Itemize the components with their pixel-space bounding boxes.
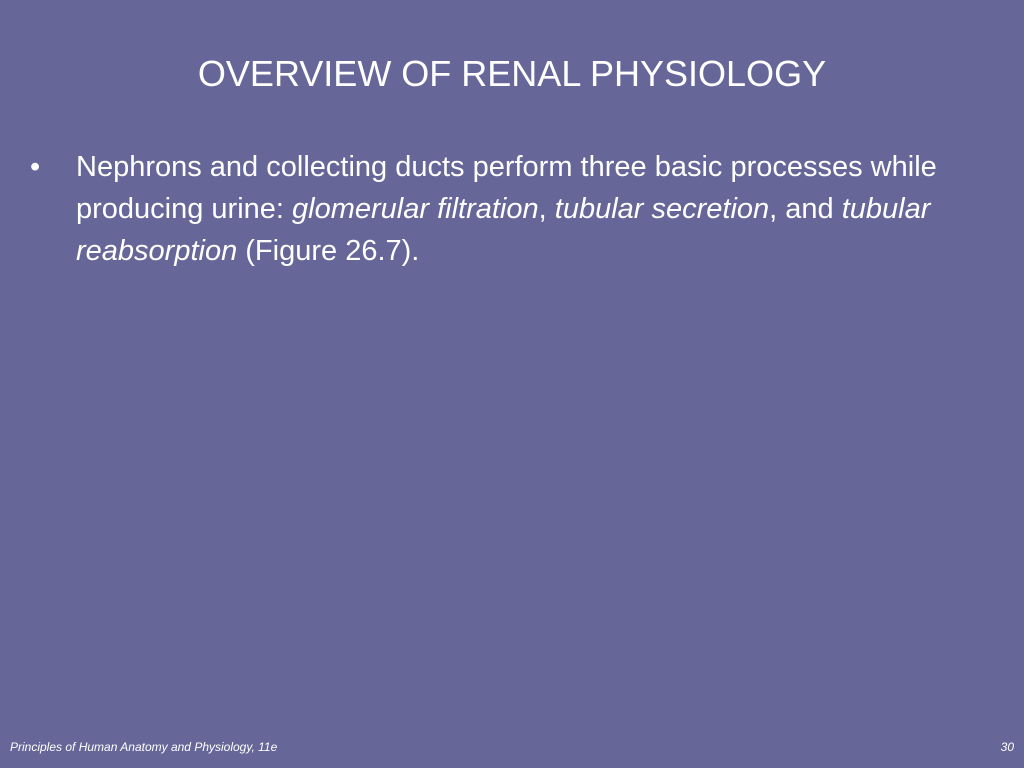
- bullet-text-part-1: Nephrons and collecting ducts perform three basic processes while producing urine:: [76, 151, 937, 225]
- bullet-list: [30, 146, 950, 272]
- footer-book-title: Principles of Human Anatomy and Physiology, 11e: [10, 740, 278, 754]
- slide-title: OVERVIEW OF RENAL PHYSIOLOGY: [197, 53, 827, 94]
- term-tubular-reabsorption: tubular reabsorption: [76, 193, 931, 267]
- footer-page-number: 30: [1000, 740, 1014, 754]
- bullet-text-part-2: ,: [538, 193, 555, 225]
- term-glomerular-filtration: glomerular filtration: [292, 193, 539, 225]
- bullet-item: [30, 146, 950, 272]
- term-tubular-secretion: tubular secretion: [554, 193, 770, 225]
- bullet-marker: •: [30, 151, 41, 183]
- bullet-text-part-4: (Figure 26.7).: [237, 235, 420, 267]
- bullet-text-part-3: , and: [769, 193, 842, 225]
